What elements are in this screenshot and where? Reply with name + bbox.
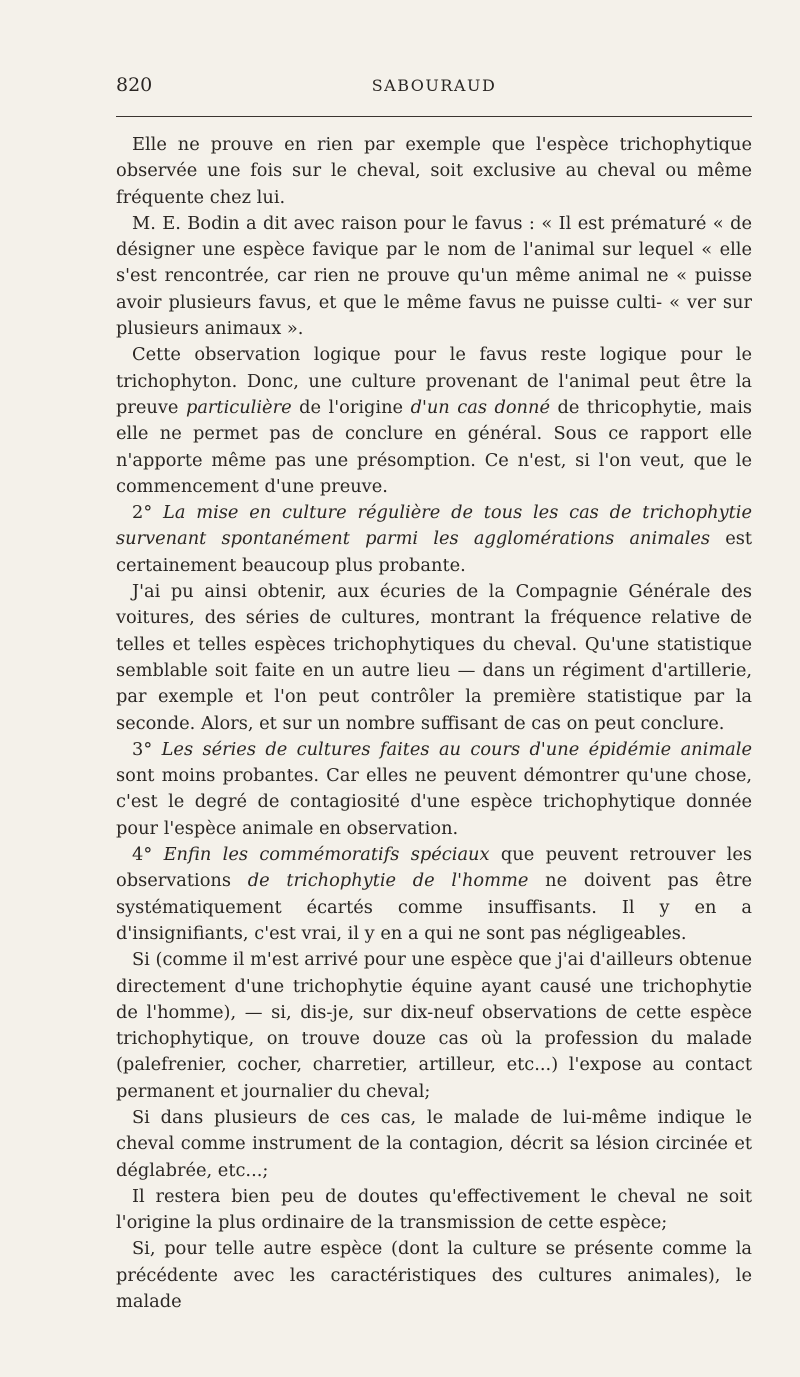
paragraph-1: Elle ne prouve en rien par exemple que l'espèce trichophytique observée une fois sur le cheval, soit exclusive au cheval ou même fréquente chez lui. [116,134,752,208]
running-head [116,74,752,104]
paragraph-6 [116,737,752,842]
paragraph-6-rest: sont moins probantes. Car elles ne peuvent démontrer qu'une chose, c'est le degré de contagiosité d'une espèce trichophytique donnée pour l'espèce animale en observation. [116,765,752,839]
paragraph-9: Si dans plusieurs de ces cas, le malade de lui-même indique le cheval comme instrument de la contagion, décrit sa lésion circinée et déglabrée, etc...; [116,1106,752,1181]
paragraph-3-c: de thricophytie, mais elle ne permet pas de conclure en général. Sous ce rapport elle n'apporte même pas une présomption. Ce n'est, si l'on veut, que le commencement d'une preuve. [116,396,753,497]
paragraph-3 [116,342,752,500]
paragraph-7-number: 4° [132,844,153,866]
paragraph-4 [116,500,752,579]
paragraph-10: Il restera bien peu de doutes qu'effectivement le cheval ne soit l'origine la plus ordinaire de la transmission de cette espèce; [116,1185,752,1234]
paragraph-7 [116,842,752,947]
paragraph-7-c: ne doivent pas être systématiquement écartés comme insuffisants. Il y en a d'insignifiants, c'est vrai, il y en a qui ne sont pas négligeables. [116,870,753,944]
page-number: 820 [116,74,153,96]
paragraph-6-italic: Les séries de cultures faites au cours d'une épidémie animale [161,738,752,760]
paragraph-3-b: de l'origine [299,396,404,418]
paragraph-8: Si (comme il m'est arrivé pour une espèce que j'ai d'ailleurs obtenue directement d'une trichophytie équine ayant causé une trichophytie de l'homme), — si, dis-je, sur dix-neuf observations de cette espèce trichophytique, on trouve douze cas où la profession du malade (palefrenier, cocher, charretier, artilleur, etc...) l'expose au contact permanent et journalier du cheval; [116,949,752,1102]
paragraph-4-italic: La mise en culture régulière de tous les cas de trichophytie survenant spontanément parmi les agglomérations animales [116,502,752,550]
paragraph-3-italic-2: d'un cas donné [410,396,550,418]
paragraph-7-italic-1: Enfin les commémoratifs spéciaux [163,844,490,866]
paragraph-4-rest: est certainement beaucoup plus probante. [116,528,752,576]
paragraph-2-intro: M. E. Bodin a dit avec raison pour le favus : [132,212,535,234]
paragraph-4-number: 2° [132,502,153,524]
paragraph-3-italic-1: particulière [185,396,292,418]
paragraph-7-italic-2: de trichophytie de l'homme [247,870,529,892]
bodin-quote: « Il est prématuré « de désigner une espèce favique par le nom de l'animal sur lequel « elle s'est rencontrée, car rien ne prouve qu'un même animal ne « puisse avoir plusieurs favus, et que le même favus ne puisse culti- « ver sur plusieurs animaux ». [116,212,752,340]
paragraph-7-b: que peuvent retrouver les observations [116,844,752,892]
body-text [116,132,752,1315]
header-rule [116,116,752,117]
paragraph-5: J'ai pu ainsi obtenir, aux écuries de la Compagnie Générale des voitures, des séries de cultures, montrant la fréquence relative de telles et telles espèces trichophytiques du cheval. Qu'une statistique semblable soit faite en un autre lieu — dans un régiment d'artillerie, par exemple et l'on peut contrôler la première statistique par la seconde. Alors, et sur un nombre suffisant de cas on peut conclure. [116,581,752,734]
paragraph-2 [116,211,752,342]
paragraph-3-a: Cette observation logique pour le favus reste logique pour le trichophyton. Donc, une culture provenant de l'animal peut être la preuve [116,344,752,418]
running-title: SABOURAUD [371,76,497,95]
paragraph-6-number: 3° [132,738,153,760]
paragraph-11: Si, pour telle autre espèce (dont la culture se présente comme la précédente avec les caractéristiques des cultures animales), le malade [116,1238,752,1313]
